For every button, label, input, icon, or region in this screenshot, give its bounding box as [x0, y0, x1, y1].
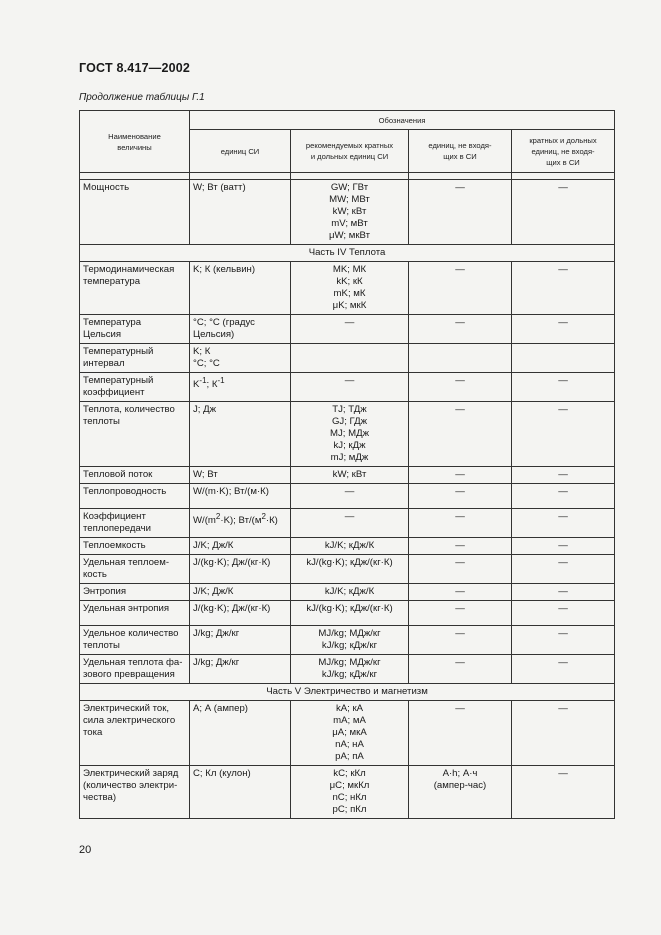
- quantity-name: Тепловой поток: [80, 467, 190, 484]
- si-unit: $W/(m^2\cdot K)$; $Вт/(м^2\cdot К)$: [190, 509, 291, 538]
- quantity-name: Энтропия: [80, 584, 190, 601]
- non-si-multiple: —: [512, 373, 615, 402]
- non-si-unit: —: [409, 315, 512, 344]
- non-si-multiple: —: [512, 555, 615, 584]
- table-row: [80, 655, 615, 684]
- header-si-units: единиц СИ: [190, 130, 291, 173]
- non-si-multiple: —: [512, 262, 615, 315]
- non-si-unit: —: [409, 584, 512, 601]
- recommended-units: kJ/(kg·K); кДж/(кг·К): [291, 601, 409, 626]
- si-unit: J/K; Дж/К: [190, 538, 291, 555]
- quantity-name: Удельная теплота фа- зового превращения: [80, 655, 190, 684]
- quantity-name: Теплоемкость: [80, 538, 190, 555]
- table-row: [80, 538, 615, 555]
- quantity-name: Электрический ток, сила электрического тока: [80, 701, 190, 766]
- recommended-units: GW; ГВт MW; МВт kW; кВт mV; мВт μW; мкВт: [291, 180, 409, 245]
- non-si-unit: [409, 344, 512, 373]
- non-si-multiple: [512, 344, 615, 373]
- part-heading: Часть IV Теплота: [80, 245, 615, 262]
- quantity-name: Температурный коэффициент: [80, 373, 190, 402]
- table-row: [80, 315, 615, 344]
- non-si-unit: —: [409, 373, 512, 402]
- recommended-units: kJ/(kg·K); кДж/(кг·К): [291, 555, 409, 584]
- non-si-unit: A·h; А·ч (ампер-час): [409, 766, 512, 819]
- quantity-name: Удельная теплоем- кость: [80, 555, 190, 584]
- table-row: [80, 626, 615, 655]
- non-si-multiple: —: [512, 509, 615, 538]
- table-row: [80, 467, 615, 484]
- table-row: [80, 701, 615, 766]
- recommended-units: kA; кА mA; мА μA; мкА nA; нА pA; пА: [291, 701, 409, 766]
- quantity-name: Теплопроводность: [80, 484, 190, 509]
- recommended-units: —: [291, 484, 409, 509]
- recommended-units: kJ/K; кДж/К: [291, 584, 409, 601]
- non-si-unit: —: [409, 701, 512, 766]
- part-heading: Часть V Электричество и магнетизм: [80, 684, 615, 701]
- non-si-unit: —: [409, 467, 512, 484]
- non-si-unit: —: [409, 484, 512, 509]
- si-unit: W; Вт: [190, 467, 291, 484]
- recommended-units: [291, 344, 409, 373]
- quantity-name: Удельное количество теплоты: [80, 626, 190, 655]
- quantity-name: Теплота, количество теплоты: [80, 402, 190, 467]
- si-unit: K; К °C; °С: [190, 344, 291, 373]
- recommended-units: kC; кКл μC; мкКл nC; нКл pC; пКл: [291, 766, 409, 819]
- non-si-unit: —: [409, 601, 512, 626]
- header-non-si-multiples: кратных и дольных единиц, не входя- щих в СИ: [512, 130, 615, 173]
- table-row: [80, 555, 615, 584]
- table-row: [80, 766, 615, 819]
- non-si-unit: —: [409, 509, 512, 538]
- table-row: [80, 584, 615, 601]
- si-unit: K; К (кельвин): [190, 262, 291, 315]
- non-si-multiple: —: [512, 584, 615, 601]
- non-si-multiple: —: [512, 655, 615, 684]
- recommended-units: TJ; ТДж GJ; ГДж MJ; МДж kJ; кДж mJ; мДж: [291, 402, 409, 467]
- header-quantity-name: Наименование величины: [80, 111, 190, 173]
- table-row: [80, 509, 615, 538]
- table-row: [80, 601, 615, 626]
- header-non-si-units: единиц, не входя- щих в СИ: [409, 130, 512, 173]
- non-si-multiple: —: [512, 180, 615, 245]
- quantity-name: Температура Цельсия: [80, 315, 190, 344]
- units-table: [79, 110, 615, 819]
- table-row: [80, 373, 615, 402]
- table-row: [80, 180, 615, 245]
- non-si-multiple: —: [512, 467, 615, 484]
- si-unit: J/(kg·K); Дж/(кг·К): [190, 555, 291, 584]
- si-unit: C; Кл (кулон): [190, 766, 291, 819]
- page-number: 20: [79, 844, 92, 856]
- si-unit: W/(m·K); Вт/(м·К): [190, 484, 291, 509]
- quantity-name: Термодинамическая температура: [80, 262, 190, 315]
- recommended-units: MJ/kg; МДж/кг kJ/kg; кДж/кг: [291, 626, 409, 655]
- si-unit: W; Вт (ватт): [190, 180, 291, 245]
- recommended-units: —: [291, 373, 409, 402]
- non-si-multiple: —: [512, 402, 615, 467]
- recommended-units: MJ/kg; МДж/кг kJ/kg; кДж/кг: [291, 655, 409, 684]
- non-si-multiple: —: [512, 538, 615, 555]
- non-si-unit: —: [409, 555, 512, 584]
- si-unit: J/(kg·K); Дж/(кг·К): [190, 601, 291, 626]
- si-unit: °C; °С (градус Цельсия): [190, 315, 291, 344]
- si-unit: J/kg; Дж/кг: [190, 655, 291, 684]
- non-si-multiple: —: [512, 601, 615, 626]
- non-si-unit: —: [409, 538, 512, 555]
- quantity-name: Удельная энтропия: [80, 601, 190, 626]
- quantity-name: Мощность: [80, 180, 190, 245]
- header-recommended-multiples: рекомендуемых кратных и дольных единиц СИ: [291, 130, 409, 173]
- non-si-unit: —: [409, 626, 512, 655]
- recommended-units: MK; МК kK; кК mK; мК μK; мкК: [291, 262, 409, 315]
- recommended-units: —: [291, 315, 409, 344]
- non-si-multiple: —: [512, 701, 615, 766]
- non-si-unit: —: [409, 262, 512, 315]
- non-si-unit: —: [409, 402, 512, 467]
- non-si-unit: —: [409, 655, 512, 684]
- si-unit: A; А (ампер): [190, 701, 291, 766]
- non-si-multiple: —: [512, 484, 615, 509]
- table-row: [80, 484, 615, 509]
- non-si-unit: —: [409, 180, 512, 245]
- non-si-multiple: —: [512, 315, 615, 344]
- header-designations: Обозначения: [190, 111, 615, 130]
- table-row: [80, 344, 615, 373]
- quantity-name: Коэффициент теплопередачи: [80, 509, 190, 538]
- quantity-name: Температурный интервал: [80, 344, 190, 373]
- non-si-multiple: —: [512, 626, 615, 655]
- recommended-units: —: [291, 509, 409, 538]
- recommended-units: kJ/K; кДж/К: [291, 538, 409, 555]
- quantity-name: Электрический заряд (количество электри- чества): [80, 766, 190, 819]
- si-unit: J; Дж: [190, 402, 291, 467]
- table-row: [80, 402, 615, 467]
- si-unit: J/kg; Дж/кг: [190, 626, 291, 655]
- si-unit: J/K; Дж/К: [190, 584, 291, 601]
- si-unit: $K^{-1}$; $К^{-1}$: [190, 373, 291, 402]
- recommended-units: kW; кВт: [291, 467, 409, 484]
- document-code: ГОСТ 8.417—2002: [79, 61, 191, 75]
- non-si-multiple: —: [512, 766, 615, 819]
- table-continuation-caption: Продолжение таблицы Г.1: [79, 92, 205, 103]
- table-row: [80, 262, 615, 315]
